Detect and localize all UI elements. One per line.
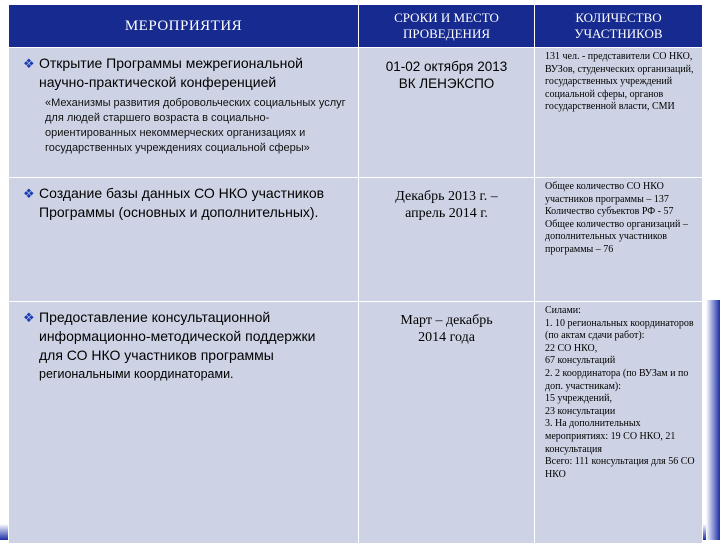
participants-text: 3. На дополнительных мероприятиях: 19 СО НКО, 21 консультация (545, 418, 676, 455)
header-row (9, 5, 703, 48)
event-date: Март – декабрь 2014 года (400, 313, 493, 345)
participants-cell (535, 178, 703, 302)
participants-text: 1. 10 региональных координаторов (по актам сдачи работ): (545, 317, 694, 342)
participants-text: Всего: 111 консультация для 56 СО НКО (545, 456, 695, 480)
event-title: Создание базы данных СО НКО участников Программы (основных и дополнительных). (39, 185, 325, 220)
participants-text: 15 учреждений, (545, 393, 612, 405)
event-title: Предоставление консультационной информационно-методической поддержки для СО НКО участников программы региональными координаторами. (39, 309, 316, 381)
event-description: «Механизмы развития добровольческих социальных услуг для людей старшего возраста в социально-ориентированных некоммерческих организациях и государственных учреждениях социальной сферы» (45, 97, 346, 154)
table-row (9, 48, 703, 178)
date-cell (359, 48, 535, 178)
diamond-bullet-icon: ❖ (23, 186, 35, 201)
participants-text: Общее количество СО НКО участников программы – 137 (545, 181, 669, 205)
event-cell (9, 302, 359, 544)
participants-cell (535, 48, 703, 178)
events-table (8, 4, 703, 544)
participants-cell (535, 302, 703, 544)
table-row (9, 302, 703, 544)
event-date: Декабрь 2013 г. – апрель 2014 г. (395, 189, 498, 221)
participants-text: Силами: (545, 305, 581, 316)
table-row (9, 178, 703, 302)
event-title: Открытие Программы межрегиональной научно-практической конференцией (39, 55, 303, 90)
header-dates: СРОКИ И МЕСТО ПРОВЕДЕНИЯ (359, 5, 535, 48)
right-decoration (706, 300, 720, 540)
participants-text: 131 чел. - представители СО НКО, ВУЗов, студенческих организаций, государственных учреждений социальной сферы, органов государственной власти, СМИ (545, 51, 694, 113)
event-cell (9, 178, 359, 302)
participants-text: 23 консультации (545, 405, 616, 417)
participants-text: 22 СО НКО, (545, 342, 598, 354)
diamond-bullet-icon: ❖ (23, 56, 35, 71)
event-cell (9, 48, 359, 178)
diamond-bullet-icon: ❖ (23, 310, 35, 325)
participants-text: Общее количество организаций – дополнительных участников программы – 76 (545, 218, 688, 255)
header-participants: КОЛИЧЕСТВО УЧАСТНИКОВ (535, 5, 703, 48)
participants-text: Количество субъектов РФ - 57 (545, 206, 674, 218)
date-cell (359, 302, 535, 544)
date-cell (359, 178, 535, 302)
header-events: МЕРОПРИЯТИЯ (9, 5, 359, 48)
event-date: 01-02 октября 2013 ВК ЛЕНЭКСПО (385, 59, 508, 91)
participants-text: 67 консультаций (545, 355, 616, 367)
participants-text: 2. 2 координатора (по ВУЗам и по доп. участникам): (545, 367, 689, 392)
